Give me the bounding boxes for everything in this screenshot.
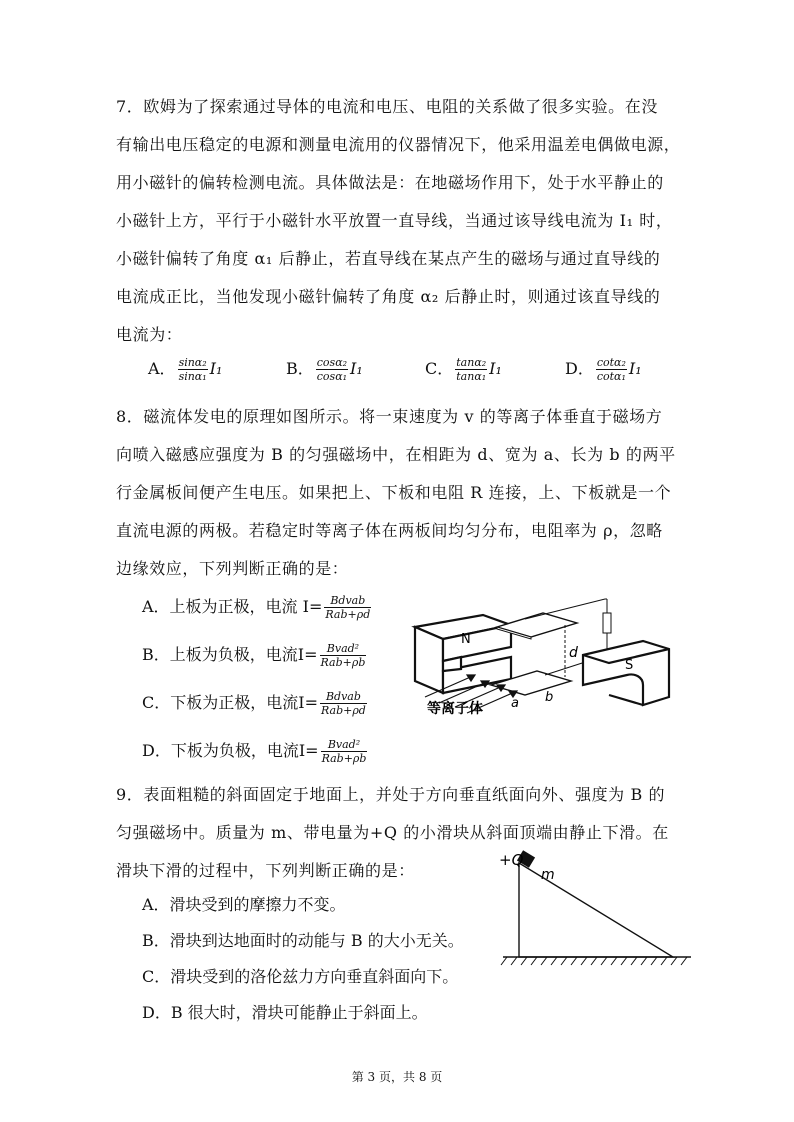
option-fraction [320,642,367,669]
option-fraction [178,356,208,383]
fraction-numerator: Bdvab [320,690,367,704]
fraction-numerator: cosα₂ [316,356,348,369]
option-fraction [321,738,368,765]
option-label: D． [565,359,594,378]
fraction-numerator: tanα₂ [456,356,487,369]
q9-option-c: C．滑块受到的洛伦兹力方向垂直斜面向下。 [142,967,459,986]
option-tail: I₁ [628,359,642,378]
incline-figure [495,845,695,970]
q9-line-2: 匀强磁场中。质量为 m、带电量为+Q 的小滑块从斜面顶端由静止下滑。在 [116,823,669,842]
q9-option-b: B．滑块到达地面时的动能与 B 的大小无关。 [142,931,464,950]
option-label: D．下板为负极，电流I= [142,741,319,760]
option-fraction [324,594,371,621]
option-label: B．上板为负极，电流I= [142,645,318,664]
q7-line-1: 7．欧姆为了探索通过导体的电流和电压、电阻的关系做了很多实验。在没 [116,97,658,116]
fraction-numerator: Bvad² [320,642,367,656]
fraction-denominator: Rab+ρb [321,752,367,765]
b-label: b [545,690,554,705]
option-label: C． [425,359,454,378]
mhd-generator-figure [405,585,680,725]
charge-label: +Q [499,851,524,869]
n-label: N [461,632,471,647]
q9-line-1: 9．表面粗糙的斜面固定于地面上，并处于方向垂直纸面向外、强度为 B 的 [116,785,666,804]
fraction-denominator: Rab+ρd [325,608,371,621]
option-tail: I₁ [489,359,502,378]
option-label: A． [148,359,176,378]
fraction-numerator: sinα₂ [178,356,207,369]
q7-line-4: 小磁针上方，平行于小磁针水平放置一直导线，当通过该导线电流为 I₁ 时， [116,211,673,230]
q8-option-a [142,594,373,621]
option-tail: I₁ [209,359,223,378]
s-label: S [625,658,634,673]
q9-option-a: A．滑块受到的摩擦力不变。 [142,895,346,914]
fraction-denominator: Rab+ρb [320,656,366,669]
mass-label: m [541,867,555,883]
page-footer: 第 3 页，共 8 页 [351,1070,443,1084]
q8-line-4: 直流电源的两极。若稳定时等离子体在两板间均匀分布，电阻率为 ρ，忽略 [116,521,663,540]
option-fraction [455,356,487,383]
q7-option-b [286,356,363,383]
option-fraction [316,356,348,383]
q8-line-2: 向喷入磁感应强度为 B 的匀强磁场中，在相距为 d、宽为 a、长为 b 的两平 [116,445,676,464]
q8-option-d [142,738,369,765]
q9-line-3: 滑块下滑的过程中，下列判断正确的是： [116,861,415,880]
option-fraction [596,356,627,383]
fraction-denominator: sinα₁ [178,370,207,383]
q7-option-a [148,356,222,383]
q8-line-5: 边缘效应，下列判断正确的是： [116,559,349,578]
resistor [603,613,611,633]
fraction-numerator: cotα₂ [596,356,626,369]
s-magnet [583,641,669,705]
fraction-denominator: cotα₁ [596,370,626,383]
a-label: a [511,696,519,711]
option-label: C．下板为正极，电流I= [142,693,318,712]
q7-line-6: 电流成正比，当他发现小磁针偏转了角度 α₂ 后静止时，则通过该直导线的 [116,287,661,306]
q9-option-d: D．B 很大时，滑块可能静止于斜面上。 [142,1003,428,1022]
plasma-label: 等离子体 [427,701,483,717]
ground-hatch [501,957,687,965]
option-label: B． [286,359,314,378]
q7-line-5: 小磁针偏转了角度 α₁ 后静止，若直导线在某点产生的磁场与通过直导线的 [116,249,661,268]
fraction-denominator: Rab+ρd [320,704,366,717]
q7-line-3: 用小磁针的偏转检测电流。具体做法是：在地磁场作用下，处于水平静止的 [116,173,664,192]
fraction-denominator: tanα₁ [456,370,487,383]
wire-top [525,599,607,619]
q8-option-b [142,642,368,669]
q8-line-1: 8．磁流体发电的原理如图所示。将一束速度为 v 的等离子体垂直于磁场方 [116,407,663,426]
q7-line-2: 有输出电压稳定的电源和测量电流用的仪器情况下，他采用温差电偶做电源， [116,135,681,154]
fraction-numerator: Bdvab [324,594,371,608]
option-fraction [320,690,367,717]
option-label: A．上板为正极，电流 I= [142,597,323,616]
fraction-denominator: cosα₁ [316,370,348,383]
option-tail: I₁ [350,359,363,378]
q8-line-3: 行金属板间便产生电压。如果把上、下板和电阻 R 连接，上、下板就是一个 [116,483,672,502]
q7-option-d [565,356,642,383]
q7-line-7: 电流为： [116,325,183,344]
d-label: d [569,645,578,661]
q7-option-c [425,356,502,383]
fraction-numerator: Bvad² [321,738,368,752]
q8-option-c [142,690,369,717]
